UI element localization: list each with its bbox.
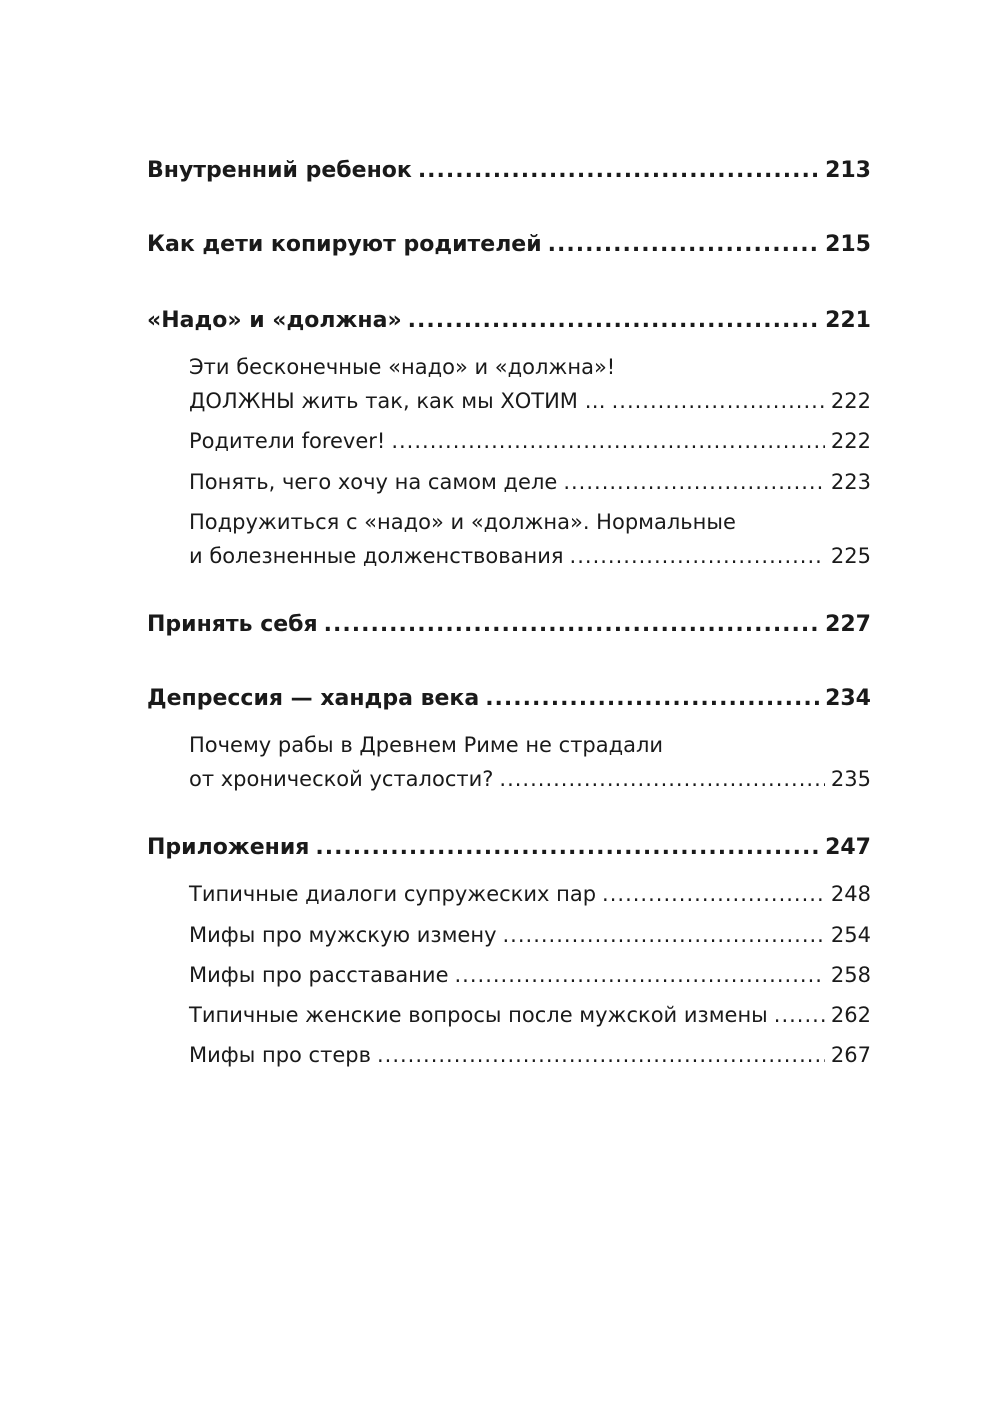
dot-leader: [774, 998, 825, 1032]
page-number: 267: [830, 1043, 871, 1067]
dot-leader: [324, 610, 819, 640]
chapter-title: «Надо» и «должна»: [147, 308, 402, 333]
chapter-title: Принять себя: [147, 612, 318, 637]
page-number: 225: [830, 544, 871, 568]
dot-leader: [570, 539, 825, 573]
section-title: и болезненные долженствования: [189, 544, 564, 568]
toc-chapter: [147, 610, 871, 640]
page-number: 235: [830, 767, 871, 791]
page-number: 248: [830, 882, 871, 906]
toc-section: [189, 424, 871, 458]
dot-leader: [391, 424, 825, 458]
section-title: Типичные диалоги супружеских пар: [189, 882, 597, 906]
section-title: Типичные женские вопросы после мужской измены: [189, 1003, 768, 1027]
page-number: 254: [830, 923, 871, 947]
dot-leader: [602, 877, 825, 911]
page-number: 234: [825, 686, 871, 711]
dot-leader: [563, 465, 825, 499]
page-number: 247: [825, 835, 871, 860]
chapter-title: Приложения: [147, 835, 310, 860]
section-title: Мифы про мужскую измену: [189, 923, 497, 947]
dot-leader: [485, 684, 819, 714]
dot-leader: [503, 918, 825, 952]
page-number: 213: [825, 158, 871, 183]
toc-section: [189, 350, 871, 418]
page-number: 227: [825, 612, 871, 637]
toc-chapter: [147, 156, 871, 186]
page-number: 223: [830, 470, 871, 494]
section-title-line: Эти бесконечные «надо» и «должна»!: [189, 355, 616, 379]
page-number: 221: [825, 308, 871, 333]
page-number: 258: [830, 963, 871, 987]
toc-chapter: [147, 306, 871, 336]
page-number: 222: [830, 389, 871, 413]
section-title: Родители forever!: [189, 429, 386, 453]
section-title: Мифы про расставание: [189, 963, 449, 987]
section-title: ДОЛЖНЫ жить так, как мы ХОТИМ …: [189, 389, 606, 413]
chapter-title: Депрессия — хандра века: [147, 686, 480, 711]
dot-leader: [377, 1038, 825, 1072]
toc-section: [189, 918, 871, 952]
toc-chapter: [147, 230, 871, 260]
toc-section: [189, 1038, 871, 1072]
toc-section: [189, 728, 871, 796]
page-number: 215: [825, 232, 871, 257]
dot-leader: [315, 833, 819, 863]
toc-chapter: [147, 833, 871, 863]
chapter-title: Как дети копируют родителей: [147, 232, 542, 257]
section-title-line: Почему рабы в Древнем Риме не страдали: [189, 733, 664, 757]
toc-section: [189, 998, 871, 1032]
section-title: Мифы про стерв: [189, 1043, 371, 1067]
dot-leader: [418, 156, 819, 186]
dot-leader: [548, 230, 819, 260]
section-title-line: Подружиться с «надо» и «должна». Нормальные: [189, 510, 736, 534]
dot-leader: [455, 958, 825, 992]
dot-leader: [499, 762, 825, 796]
page-number: 222: [830, 429, 871, 453]
dot-leader: [408, 306, 819, 336]
section-title: от хронической усталости?: [189, 767, 494, 791]
section-title: Понять, чего хочу на самом деле: [189, 470, 558, 494]
toc-chapter: [147, 684, 871, 714]
toc-section: [189, 505, 871, 573]
toc-section: [189, 465, 871, 499]
chapter-title: Внутренний ребенок: [147, 158, 412, 183]
dot-leader: [612, 384, 825, 418]
toc-section: [189, 958, 871, 992]
page-number: 262: [830, 1003, 871, 1027]
toc-section: [189, 877, 871, 911]
